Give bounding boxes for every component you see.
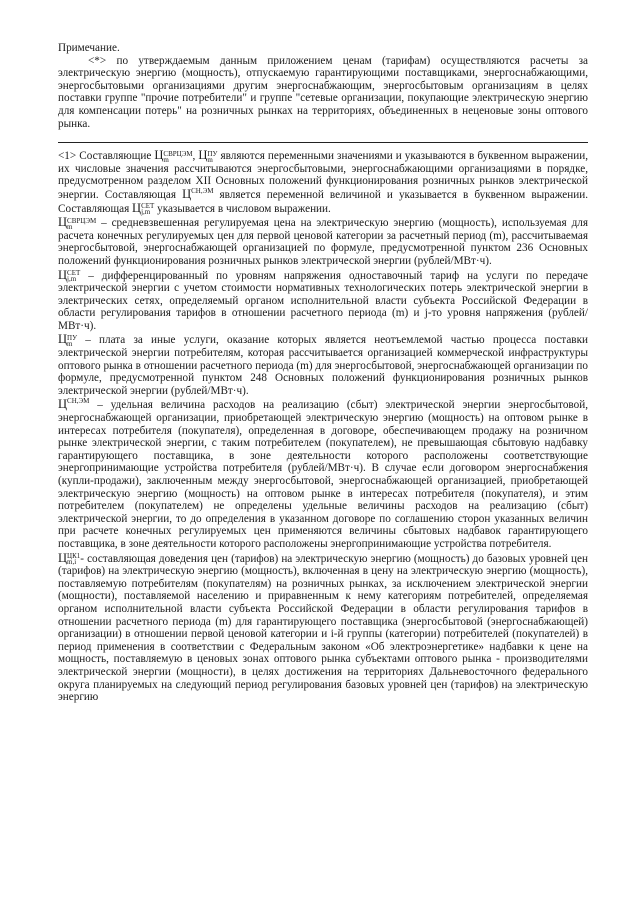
definition-set: Ц СЕТ j,m – дифференцированный по уровням напряжения одноставочный тариф на услуги по передаче электрической энергии с учетом стоимости нормативных технологических потерь электрической энергии в электрических сетях, определяемый органом исполнительной власти субъекта Российской Федерации в области регулирования тарифов в отношении расчетного периода (m) и j-то уровня напряжения (рублей/МВт·ч). (58, 267, 588, 332)
definition-pu: Ц ПУ m – плата за иные услуги, оказание которых является неотъемлемой частью процесса поставки электрической энергии потребителям, которая рассчитывается организацией коммерческой инфраструктуры оптового рынка в отношении расчетного периода (m) для энергосбытовой, энергоснабжающей организации по формуле, предусмотренной пунктом 248 Основных положений функционирования розничных рынков электрической энергии (рублей/МВт·ч). (58, 332, 588, 397)
symbol-pu-def: Ц ПУ m (58, 332, 78, 348)
definition-svrcem: Ц СВРЦЭМ m – средневзвешенная регулируемая цена на электрическую энергию (мощность), используемая для расчета конечных регулируемых цен для первой ценовой категории за расчетный период (m), рассчитываемая энергосбытовой, энергоснабжающей организацией по формуле, предусмотренной пунктом 236 Основных положений функционирования розничных рынков электрической энергии (рублей/МВт·ч). (58, 215, 588, 267)
footnote-1-text-b: , (192, 150, 199, 163)
symbol-uk-def: Ц ЦК1 m,i (58, 550, 81, 566)
definition-sn: $Ц^{СН,ЭМ}$ – удельная величина расходов на реализацию (сбыт) электрической энергии энергосбытовой, энергоснабжающей организации, приобретающей электрическую энергию (мощность) на оптовом рынке в интересах потребителя (покупателя), определенная в договоре, обеспечивающем продажу на розничном рынке электрической энергии, с таким потребителем (покупателем), не превышающая сбытовую надбавку гарантирующего поставщика, в зоне деятельности которого расположены соответствующие энергопринимающие устройства потребителя (рублей/МВт·ч). В случае если договором энергоснабжения (купли-продажи), заключенным между энергосбытовой, энергоснабжающей организацией, приобретающей электрическую энергию (мощность) на оптовом рынке в интересах потребителя (покупателя), и этим потребителем (покупателем) не определены удельные величины расходов на реализацию (сбыт) электрической энергии, то до определения в указанном договоре по соглашению сторон указанных величин при расчете конечных регулируемых цен применяются величины сбытовых надбавок гарантирующего поставщика, в зоне деятельности которого расположены энергопринимающие устройства потребителя. (58, 397, 588, 550)
symbol-svrcem: Ц СВРЦЭМ m (154, 148, 193, 164)
definition-uk: Ц ЦК1 m,i - составляющая доведения цен (тарифов) на электрическую энергию (мощность) до базовых уровней цен (тарифов) на электрическую энергию (мощность), включенная в цену на электрическую энергию (мощность), поставляемую потребителям (покупателям) на розничных рынках, за исключением электрической энергии (мощности), поставляемой населению и приравненным к нему категориям потребителей, определяемая органом исполнительной власти субъекта Российской Федерации в области регулирования тарифов в отношении расчетного периода (m) для гарантирующего поставщика (энергосбытовой (энергоснабжающей) организации) в отношении первой ценовой категории и i-й группы (категории) потребителей (покупателей) в период применения в соответствии с Федеральным законом «Об электроэнергетике» надбавки к цене на мощность, поставляемую в ценовых зонах оптового рынка субъектами оптового рынка - производителями электрической энергии (мощности), в целях достижения на территориях Дальневосточного федерального округа планируемых на следующий период регулирования базовых уровней цен (тарифов) на электрическую энергию (58, 550, 588, 704)
footnote-1 (58, 149, 588, 215)
footnote-1-text-d: является переменной величиной и указывается в буквенном выражении. Составляющая (58, 188, 588, 215)
symbol-sn: $Ц^{СН,ЭМ}$ (182, 186, 214, 201)
footnote-divider (58, 142, 588, 143)
document-page (58, 34, 588, 705)
symbol-sn-def: $Ц^{СН,ЭМ}$ (58, 397, 90, 412)
footnote-1-text-c: являются переменными значениями и указываются в буквенном выражении, их числовые значения рассчитываются энергосбытовыми, энергоснабжающими организациями в порядке, предусмотренном разделом XII Основных положений функционирования розничных рынков электрической энергии. Составляющая (58, 150, 588, 201)
symbol-pu: Ц ПУ m (198, 148, 218, 164)
symbol-set-def: Ц СЕТ j,m (58, 267, 81, 283)
footnote-1-text-a: <1> Составляющие (58, 150, 155, 163)
note-title: Примечание. (58, 42, 120, 54)
symbol-svrcem-def: Ц СВРЦЭМ m (58, 215, 97, 231)
note-text: <*> по утверждаемым данным приложением ценам (тарифам) осуществляются расчеты за электрическую энергию (мощность), отпускаемую гарантирующими поставщиками, энергоснабжающими, энергосбытовыми организациями другим энергоснабжающим, энергосбытовым организациям в целях поставки группе "прочие потребители" и группе "сетевые организации, покупающие электрическую энергию для компенсации потерь" на розничных рынках на территориях, объединенных в неценовые зоны оптового рынка. (58, 54, 588, 130)
footnote-1-text-e: указывается в числовом выражении. (154, 202, 331, 215)
symbol-set: Ц СЕТ j,m (132, 200, 155, 216)
